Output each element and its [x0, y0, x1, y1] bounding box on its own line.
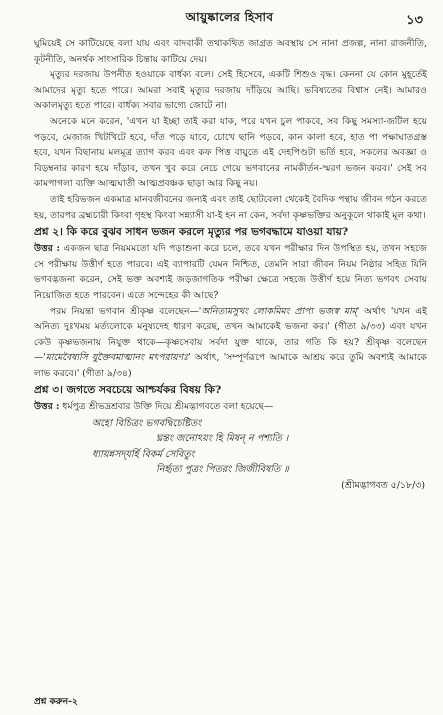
page-footer: প্রশ্ন করুন-২ [34, 697, 78, 707]
answer-2-text-2-end: অর্থাৎ, 'সম্পূর্ণরূপে আমাকে আশ্রয় করে তুমি অবশ্যই আমাকে লাভ করবে।' (গীতা ৯/৩৪) [34, 352, 427, 379]
paragraph-4: তাই হরিভজন একমাত্র মানবজীবনের জন্যই এবং তাই ছোটবেলা থেকেই বৈদিক পন্থায় জীবন গঠন করতে হয়, তারপর ব্রহ্মচারী কিংবা গৃহস্থ কিংবা সন্ন্যাসী যা-ই হন না কেন, সর্বদা কৃষ্ণভক্তির অনুকূলে থাকাই মূল কথা। [34, 193, 427, 221]
answer-2-para-2 [34, 304, 427, 382]
answer-3 [34, 399, 427, 415]
page-title: আয়ুষ্কালের হিসাব [185, 10, 274, 24]
answer-2-text-1: একজন ছাত্র নিয়মমতো যদি পড়াশুনা করে চলে, তবে যখন পরীক্ষার দিন উপস্থিত হয়, তখন সহজে সে পরীক্ষায় উত্তীর্ণ হতে পারবে। এই ব্যাপারটি যেমন নিশ্চিত, তেমনি সারা জীবন নিয়ম নিষ্ঠার সহিত যিনি ভগবদ্ভজনা করেন, সেই ভক্ত অবশ্যই জড়জাগতিক পরীক্ষা ক্ষেত্রে সহজে উত্তীর্ণ হয়ে নিত্য ভগবৎ সেবায় নিয়োজিত হতে পারবেন। এতে সন্দেহের কী আছে? [34, 243, 427, 301]
question-3 [34, 382, 427, 398]
answer-2-label: উত্তর : [34, 243, 60, 255]
gita-quote-1: 'অনিত্যমসুখং লোকমিমং প্রাপ্য ভজস্ব মাম্' [198, 305, 360, 317]
verse-line-3: ধ্যায়ন্নসদ্‌যর্হি বিকর্ম সেবিতুং [92, 448, 195, 460]
page-header [30, 8, 429, 30]
paragraph-1: ঘুমিয়েই সে কাটিয়েছে বলা যায় এবং বাদবাকী তথাকথিত জাগ্রত অবস্থায় সে নানা প্রজল্প, নানা রাজনীতি, কূটনীতি, অনর্থক সাংসারিক চিন্তায় কাটিয়ে দেয়। [34, 38, 427, 65]
page-body [34, 36, 427, 493]
answer-3-label: উত্তর : [34, 401, 60, 413]
verse-line-4: নির্হৃত্য পুত্রং পিতরং জিজীবিষতি ॥ [156, 464, 289, 476]
page-number: ১৩ [406, 13, 423, 28]
paragraph-2: মৃত্যুর দরজায় উপনীত হওয়াকে বার্ধক্য বলে। সেই হিসেবে, একটি শিশুও বৃদ্ধ। কেননা যে কোন মুহূর্তেই আমাদের মৃত্যু হতে পারে। আমরা সবাই মৃত্যুর দরজায় দাঁড়িয়ে আছি। ভবিষ্যতের বিশ্বাস নেই। আমারও অকালমৃত্যু হতে পারে। বার্ধক্য সবার ভাগ্যে জোটে না। [34, 69, 427, 112]
gita-quote-2: 'মামেবৈষ্যসি যুক্তৈবমাত্মানং মৎপরায়ণঃ' [43, 352, 191, 364]
verse-line-2: ঘ্নন্তং জনোঽয়ং হি মিষন্ ন পশ্যতি । [156, 433, 289, 445]
answer-2-text-2-pre: পরম নিয়ন্তা ভগবান শ্রীকৃষ্ণ বলেছেন— [50, 305, 199, 317]
question-2-text: কি করে বুঝব সাধন ভজন করলে মৃত্যুর পর ভগবদ্ধামে যাওয়া যায়? [66, 226, 349, 239]
question-3-label: প্রশ্ন ৩। [34, 384, 63, 397]
answer-3-text: ধর্মপুত্র শ্রীভদ্রশ্রবার উক্তি দিয়ে শ্রীমদ্ভাগবতে বলা হয়েছে— [62, 401, 274, 413]
question-3-text: জগতে সবচেয়ে আশ্চর্যকর বিষয় কি? [66, 384, 222, 397]
answer-2-text-2-post: অর্থাৎ 'যখন এই অনিত্য দুঃখময় মর্ত্যলোকে মনুষ্যদেহ ধারণ করেছ, তখন আমাকেই ভজনা কর।' (গীতা ৯/৩৩) এবং যখন কেউ কৃষ্ণভজনায় নিযুক্ত থাকে—কৃষ্ণসেবায় সর্বদা যুক্ত থাকে, তার গতি কি হয়? শ্রীকৃষ্ণ বলেছেন— [34, 305, 427, 364]
answer-2-para-1 [34, 241, 427, 303]
question-2-label: প্রশ্ন ২। [34, 226, 63, 239]
paragraph-3: অনেকে মনে করেন, 'এখন যা ইচ্ছা তাই করা যাক, পরে যখন চুল পাকবে, সব কিছু সমস্যা-জটিল হয়ে পড়বে, মেজাজ খিটখিটে হবে, দাঁত পড়ে যাবে, চোখে ছানি পড়বে, কান কালা হবে, হাত পা পক্ষাঘাতগ্রস্ত হবে, যখন বিছানায় মলমূত্র ত্যাগ করব এবং কফ পিত্ত বায়ুতে এই দেহপিণ্ডটা ভর্তি হবে, সকলের অবজ্ঞা ও বিড়ম্বনার কারণ হয়ে দাঁড়াব, তখন খুব করে নেচে গেয়ে ভগবানের নামকীর্তন-স্মরণ ভজন করব।' সেই সব কামপাগলা ব্যক্তি আত্মঘাতী আত্মপ্রবঞ্চক ছাড়া আর কিছু নয়। [34, 115, 427, 190]
bhagavatam-verse [34, 416, 427, 493]
question-2 [34, 224, 427, 240]
verse-line-1: অহো বিচিত্রং ভগবদ্বিচেষ্টিতং [92, 418, 202, 430]
verse-source: (শ্রীমদ্ভাগবত ৫/১৮/৩) [341, 479, 425, 491]
